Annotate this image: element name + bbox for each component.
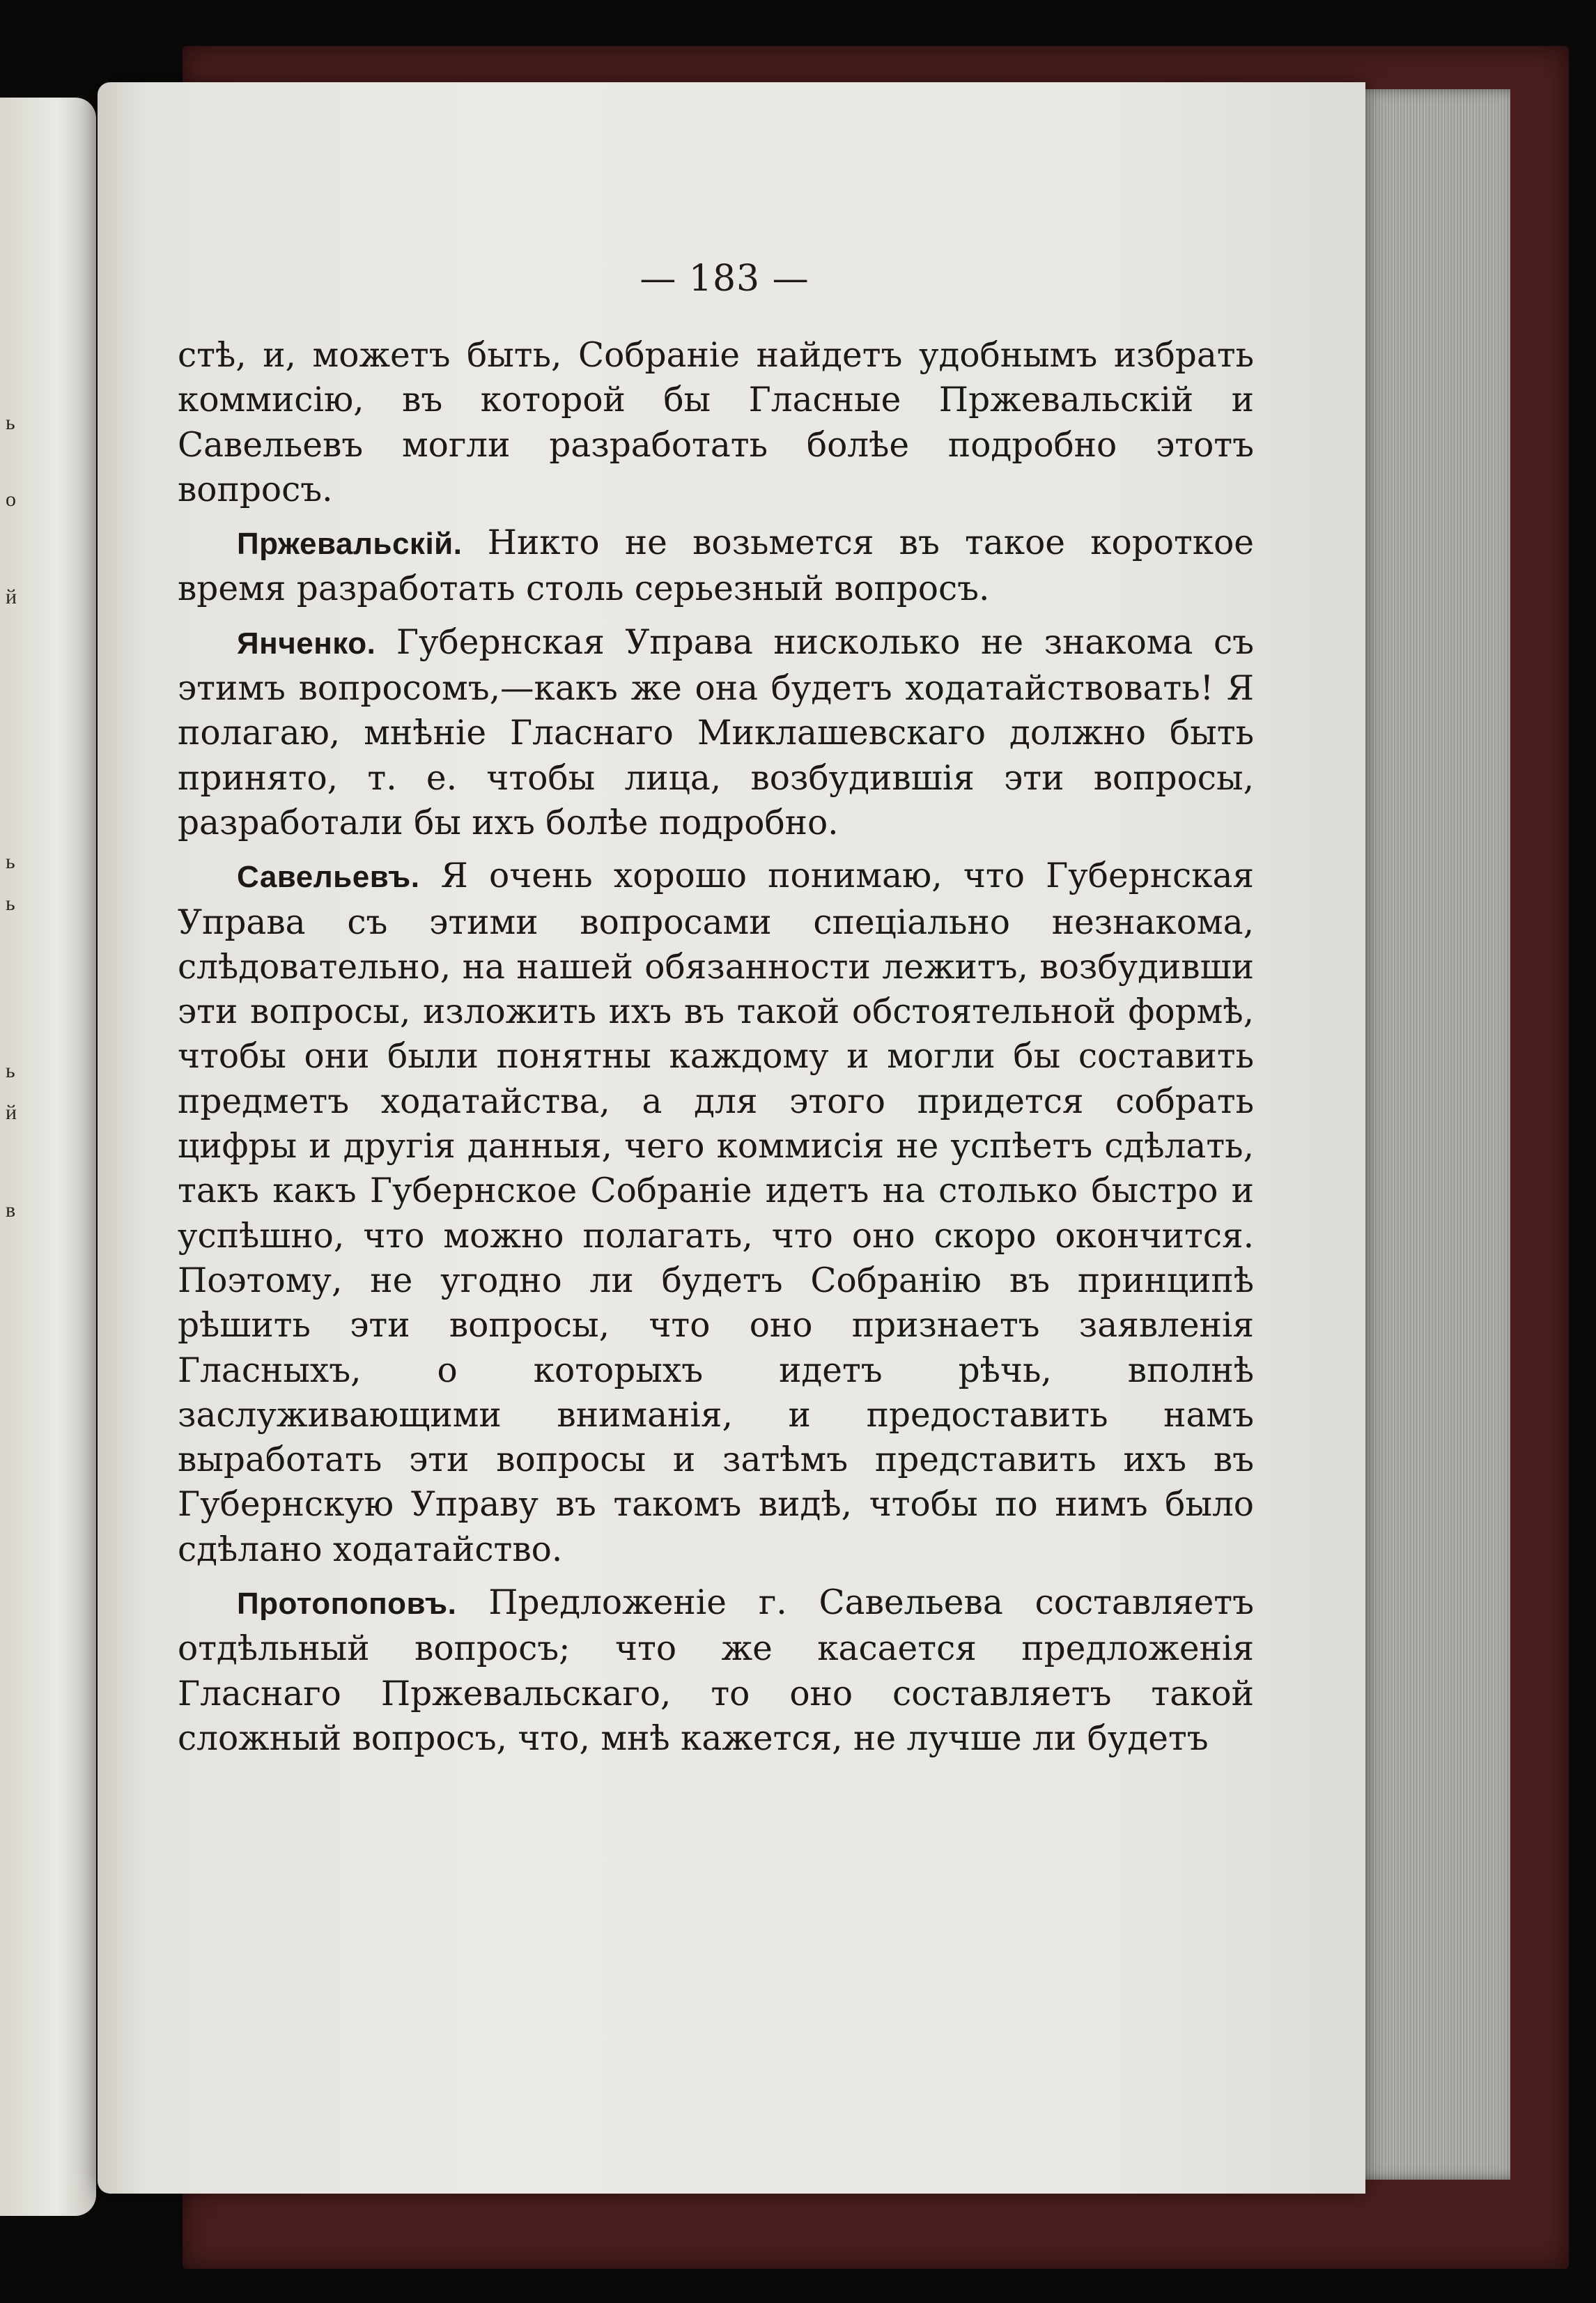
book-page	[98, 82, 1365, 2194]
paragraph-text: Предложеніе г. Савельева составляетъ отдѣльный вопросъ; что же касается предложенія Гласнаго Пржевальскаго, то оно составляетъ такой сложный вопросъ, что, мнѣ кажется, не лучше ли будетъ	[178, 1583, 1254, 1758]
left-page-glyphs	[0, 98, 28, 2216]
paragraph-text: стѣ, и, можетъ быть, Собраніе найдетъ удобнымъ избрать коммисію, въ которой бы Гласные Пржевальскій и Савельевъ могли разработать болѣе подробно этотъ вопросъ.	[178, 336, 1254, 509]
edge-glyph: ь	[6, 1059, 15, 1082]
edge-glyph: й	[6, 585, 17, 608]
paragraph	[178, 854, 1254, 1572]
speaker-name: Протопоповъ.	[237, 1587, 457, 1622]
paragraph	[178, 1580, 1254, 1761]
paragraph-text: Я очень хорошо понимаю, что Губернская Управа съ этими вопросами спеціально незнакома, слѣдовательно, на нашей обязанности лежитъ, возбудивши эти вопросы, изложить ихъ въ такой обстоятельной формѣ, чтобы они были понятны каждому и могли бы составить предметъ ходатайства, а для этого придется собрать цифры и другія данныя, чего коммисія не успѣетъ сдѣлать, такъ какъ Губернское Собраніе идетъ на столько быстро и успѣшно, что можно полагать, что оно скоро окончится. Поэтому, не угодно ли будетъ Собранію въ принципѣ рѣшить эти вопросы, что оно признаетъ заявленія Гласныхъ, о которыхъ идетъ рѣчь, вполнѣ заслуживающими вниманія, и предоставить намъ выработать эти вопросы и затѣмъ представить ихъ въ Губернскую Управу въ такомъ видѣ, чтобы по нимъ было сдѣлано ходатайство.	[178, 856, 1255, 1569]
page-block-fore-edge	[1350, 89, 1510, 2180]
edge-glyph: ь	[6, 850, 15, 873]
edge-glyph: ь	[6, 892, 15, 915]
speaker-name: Савельевъ.	[237, 860, 420, 895]
edge-glyph: в	[6, 1199, 16, 1222]
page-number: — 183 —	[640, 258, 809, 300]
paragraph	[178, 333, 1254, 512]
left-page-edge	[0, 98, 96, 2216]
paragraph	[178, 521, 1254, 612]
edge-glyph: й	[6, 1101, 17, 1124]
paragraph-text: Губернская Управа нисколько не знакома съ этимъ вопросомъ,—какъ же она будетъ ходатайствовать! Я полагаю, мнѣніе Гласнаго Миклашевскаго должно быть принято, т. е. чтобы лица, возбудившія эти вопросы, разработали бы ихъ болѣе подробно.	[178, 622, 1254, 842]
speaker-name: Пржевальскій.	[237, 527, 463, 562]
speaker-name: Янченко.	[237, 626, 376, 661]
edge-glyph: о	[6, 488, 16, 511]
body-text	[178, 333, 1254, 1761]
edge-glyph: ь	[6, 411, 15, 434]
paragraph	[178, 620, 1254, 845]
paragraph-text: Никто не возьмется въ такое короткое время разработать столь серьезный вопросъ.	[178, 523, 1254, 609]
